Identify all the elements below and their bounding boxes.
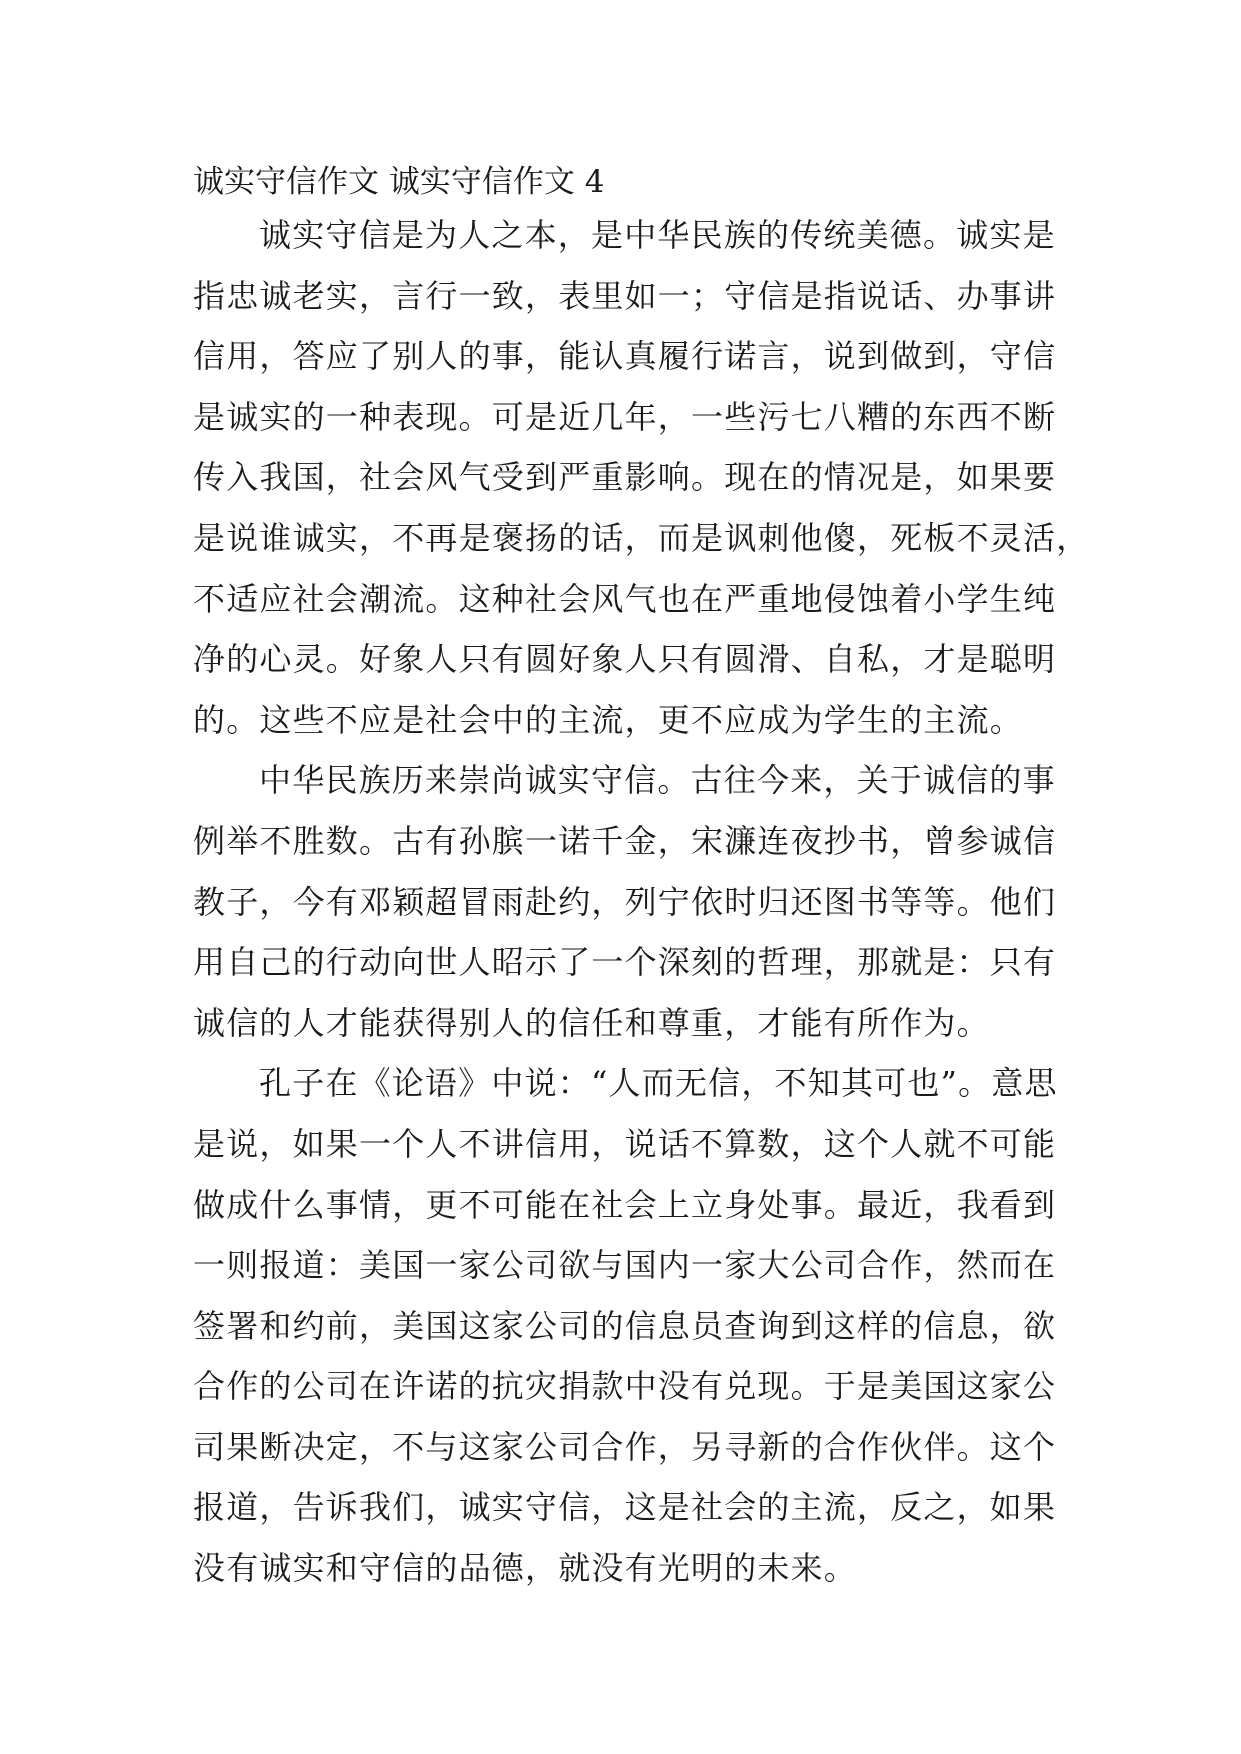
text-line: 报道，告诉我们，诚实守信，这是社会的主流，反之，如果 bbox=[193, 1488, 1057, 1527]
text-line: 签署和约前，美国这家公司的信息员查询到这样的信息，欲 bbox=[193, 1306, 1057, 1345]
text-line: 教子，今有邓颖超冒雨赴约，列宁依时归还图书等等。他们 bbox=[193, 882, 1057, 921]
text-line: 不适应社会潮流。这种社会风气也在严重地侵蚀着小学生纯 bbox=[193, 579, 1057, 618]
text-line: 一则报道：美国一家公司欲与国内一家大公司合作，然而在 bbox=[193, 1246, 1057, 1285]
text-line: 没有诚实和守信的品德，就没有光明的未来。 bbox=[193, 1549, 858, 1588]
text-line: 是说，如果一个人不讲信用，说话不算数，这个人就不可能 bbox=[193, 1124, 1057, 1163]
text-line: 做成什么事情，更不可能在社会上立身处事。最近，我看到 bbox=[193, 1185, 1057, 1224]
text-line: 指忠诚老实，言行一致，表里如一；守信是指说话、办事讲 bbox=[193, 276, 1057, 315]
text-line: 传入我国，社会风气受到严重影响。现在的情况是，如果要 bbox=[193, 458, 1057, 497]
text-line: 净的心灵。好象人只有圆好象人只有圆滑、自私，才是聪明 bbox=[193, 640, 1057, 679]
text-line: 是诚实的一种表现。可是近几年，一些污七八糟的东西不断 bbox=[193, 397, 1057, 436]
paragraph-first-line: 中华民族历来崇尚诚实守信。古往今来，关于诚信的事 bbox=[259, 761, 1056, 800]
text-line: 的。这些不应是社会中的主流，更不应成为学生的主流。 bbox=[193, 700, 1024, 739]
text-line: 是说谁诚实，不再是褒扬的话，而是讽刺他傻，死板不灵活， bbox=[193, 518, 1090, 557]
text-line: 例举不胜数。古有孙膑一诺千金，宋濂连夜抄书，曾参诚信 bbox=[193, 821, 1057, 860]
text-line: 诚信的人才能获得别人的信任和尊重，才能有所作为。 bbox=[193, 1003, 990, 1042]
paragraph-first-line: 孔子在《论语》中说：“人而无信，不知其可也”。意思 bbox=[259, 1064, 1058, 1103]
document-title: 诚实守信作文 诚实守信作文 4 bbox=[193, 164, 605, 200]
paragraph-first-line: 诚实守信是为人之本，是中华民族的传统美德。诚实是 bbox=[259, 216, 1056, 254]
document-body bbox=[193, 205, 1090, 1599]
text-line: 司果断决定，不与这家公司合作，另寻新的合作伙伴。这个 bbox=[193, 1427, 1057, 1466]
text-line: 信用，答应了别人的事，能认真履行诺言，说到做到，守信 bbox=[193, 337, 1057, 376]
text-line: 用自己的行动向世人昭示了一个深刻的哲理，那就是：只有 bbox=[193, 943, 1057, 982]
text-line: 合作的公司在许诺的抗灾捐款中没有兑现。于是美国这家公 bbox=[193, 1367, 1057, 1406]
